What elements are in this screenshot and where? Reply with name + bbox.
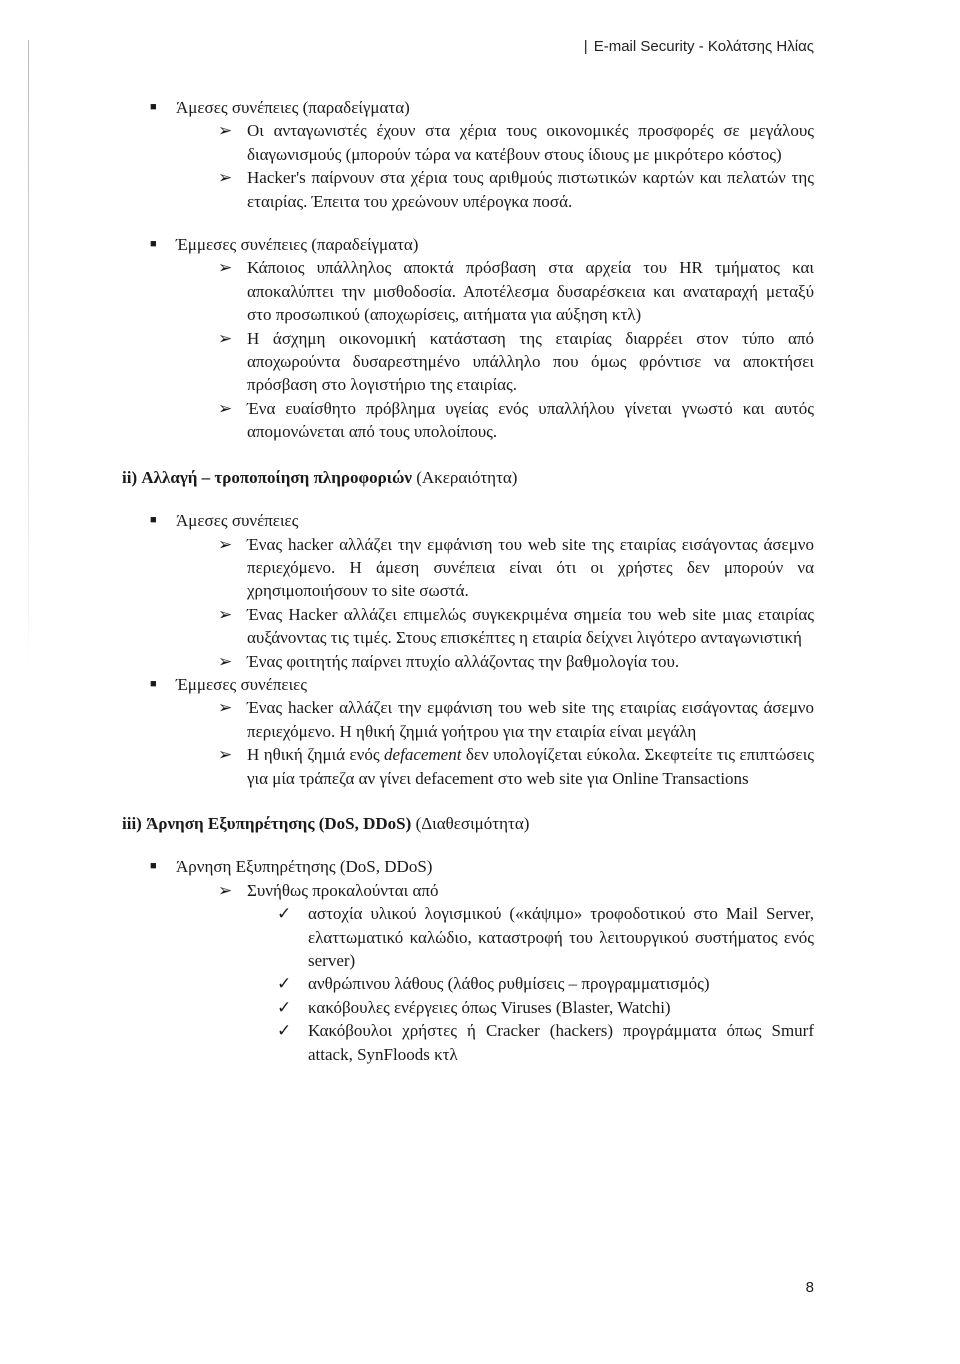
list-item [0, 119, 960, 166]
list-item-text: Hacker's παίρνουν στα χέρια τους αριθμούς πιστωτικών καρτών και πελατών της εταιρίας. Έπειτα του χρεώνουν υπέρογκα ποσά. [247, 168, 814, 211]
section-heading-title: iii) Άρνηση Εξυπηρέτησης (DoS, DDoS) [122, 813, 412, 833]
list-item-text-part: δεν υπολογίζεται εύκολα. Σκεφτείτε τις επιπτώσεις για μία τράπεζα αν γίνει defacement στο web site για Online Transactions [247, 745, 814, 788]
section-heading [122, 812, 960, 835]
emphasized-term: defacement [384, 745, 462, 765]
list-item [0, 996, 960, 1019]
arrow-bullet-icon: ➢ [218, 121, 233, 141]
arrow-bullet-icon: ➢ [218, 328, 233, 348]
list-item-text: Ένας φοιτητής παίρνει πτυχίο αλλάζοντας την βαθμολογία του. [247, 651, 680, 671]
list-item [0, 603, 960, 650]
list-item-text: ανθρώπινου λάθους (λάθος ρυθμίσεις – προγραμματισμός) [308, 974, 710, 994]
list-item-text: Η άσχημη οικονομική κατάσταση της εταιρίας διαρρέει στον τύπο από αποχωρούντα δυσαρεστημένο υπάλληλο που όμως φρόντισε να αποκτήσει πρόσβαση στο λογιστήριο της εταιρίας. [247, 328, 814, 395]
page-header [584, 38, 814, 55]
list-item [0, 533, 960, 603]
list-item-text: Κάποιος υπάλληλος αποκτά πρόσβαση στα αρχεία του HR τμήματος και αποκαλύπτει την μισθοδοσία. Αποτέλεσμα δυσαρέσκεια και αναταραχή μεταξύ στο προσωπικού (αποχωρίσεις, αιτήματα για αύξηση κτλ) [247, 258, 814, 325]
list-item [0, 855, 960, 878]
arrow-bullet-icon: ➢ [218, 604, 233, 624]
list-item [0, 743, 960, 790]
page-content [0, 96, 960, 1066]
arrow-bullet-icon: ➢ [218, 168, 233, 188]
list-item-text: Άμεσες συνέπειες (παραδείγματα) [176, 98, 410, 117]
list-item [0, 650, 960, 673]
square-bullet-icon: ■ [150, 677, 157, 690]
list-item-text [247, 743, 814, 790]
list-item [0, 509, 960, 532]
arrow-bullet-icon: ➢ [218, 398, 233, 418]
checkmark-icon: ✓ [277, 904, 292, 924]
checkmark-icon: ✓ [277, 1021, 292, 1041]
list-item [0, 256, 960, 326]
list-item [0, 1019, 960, 1066]
arrow-bullet-icon: ➢ [218, 258, 233, 278]
list-item [0, 233, 960, 256]
list-item-text: Άρνηση Εξυπηρέτησης (DoS, DDoS) [176, 857, 433, 877]
list-item-text: κακόβουλες ενέργειες όπως Viruses (Blaster, Watchi) [308, 997, 671, 1017]
list-item-text: Ένας hacker αλλάζει την εμφάνιση του web site της εταιρίας εισάγοντας άσεμνο περιεχόμενο. Η άμεση συνέπεια είναι ότι οι χρήστες δεν μπορούν να χρησιμοποιήσουν το site σωστά. [247, 534, 814, 601]
list-item-text: Ένα ευαίσθητο πρόβλημα υγείας ενός υπαλλήλου γίνεται γνωστό και αυτός απομονώνεται από τους υπολοίπους. [247, 398, 814, 442]
list-item-text: Κακόβουλοι χρήστες ή Cracker (hackers) προγράμματα όπως Smurf attack, SynFloods κτλ [308, 1021, 814, 1064]
list-item-text: Συνήθως προκαλούνται από [247, 880, 439, 900]
checkmark-icon: ✓ [277, 997, 292, 1017]
square-bullet-icon: ■ [150, 238, 157, 251]
section-heading [122, 466, 960, 489]
list-item [0, 96, 960, 119]
section-heading-title: ii) Αλλαγή – τροποποίηση πληροφοριών [122, 467, 412, 487]
list-item [0, 972, 960, 995]
list-item [0, 327, 960, 397]
square-bullet-icon: ■ [150, 860, 157, 873]
list-item [0, 902, 960, 972]
list-item-text: Ένας hacker αλλάζει την εμφάνιση του web site της εταιρίας εισάγοντας άσεμνο περιεχόμενο. Η ηθική ζημιά γοήτρου για την εταιρία είναι μεγάλη [247, 698, 814, 741]
list-item-text: Άμεσες συνέπειες [176, 511, 299, 531]
list-item-text: Ένας Hacker αλλάζει επιμελώς συγκεκριμένα σημεία του web site μιας εταιρίας αυξάνοντας τις τιμές. Στους επισκέπτες η εταιρία δείχνει λιγότερο ανταγωνιστική [247, 604, 814, 648]
header-title: E-mail Security - Κολάτσης Ηλίας [593, 38, 814, 55]
list-item-text: Έμμεσες συνέπειες (παραδείγματα) [176, 235, 419, 255]
checkmark-icon: ✓ [277, 974, 292, 994]
list-item-text: Έμμεσες συνέπειες [176, 674, 308, 694]
list-item-text: αστοχία υλικού λογισμικού («κάψιμο» τροφοδοτικού στο Mail Server, ελαττωματικό καλώδιο, καταστροφή του λειτουργικού συστήματος ενός server) [308, 904, 814, 970]
list-item [0, 166, 960, 213]
list-item-text-part: Η ηθική ζημιά ενός [247, 745, 385, 765]
arrow-bullet-icon: ➢ [218, 534, 233, 554]
square-bullet-icon: ■ [150, 514, 157, 527]
arrow-bullet-icon: ➢ [218, 698, 233, 718]
page-number: 8 [805, 1279, 814, 1296]
header-separator: | [583, 38, 588, 55]
list-item [0, 673, 960, 696]
square-bullet-icon: ■ [150, 101, 157, 113]
section-heading-subtitle: (Διαθεσιμότητα) [411, 813, 530, 833]
arrow-bullet-icon: ➢ [218, 880, 233, 900]
list-item-text: Οι ανταγωνιστές έχουν στα χέρια τους οικονομικές προσφορές σε μεγάλους διαγωνισμούς (μπορούν τώρα να κατέβουν στους ίδιους με μικρότερο κόστος) [247, 121, 814, 164]
section-heading-subtitle: (Ακεραιότητα) [411, 467, 518, 487]
list-item [0, 397, 960, 444]
list-item [0, 696, 960, 743]
arrow-bullet-icon: ➢ [218, 651, 233, 671]
list-item [0, 879, 960, 902]
arrow-bullet-icon: ➢ [218, 745, 233, 765]
